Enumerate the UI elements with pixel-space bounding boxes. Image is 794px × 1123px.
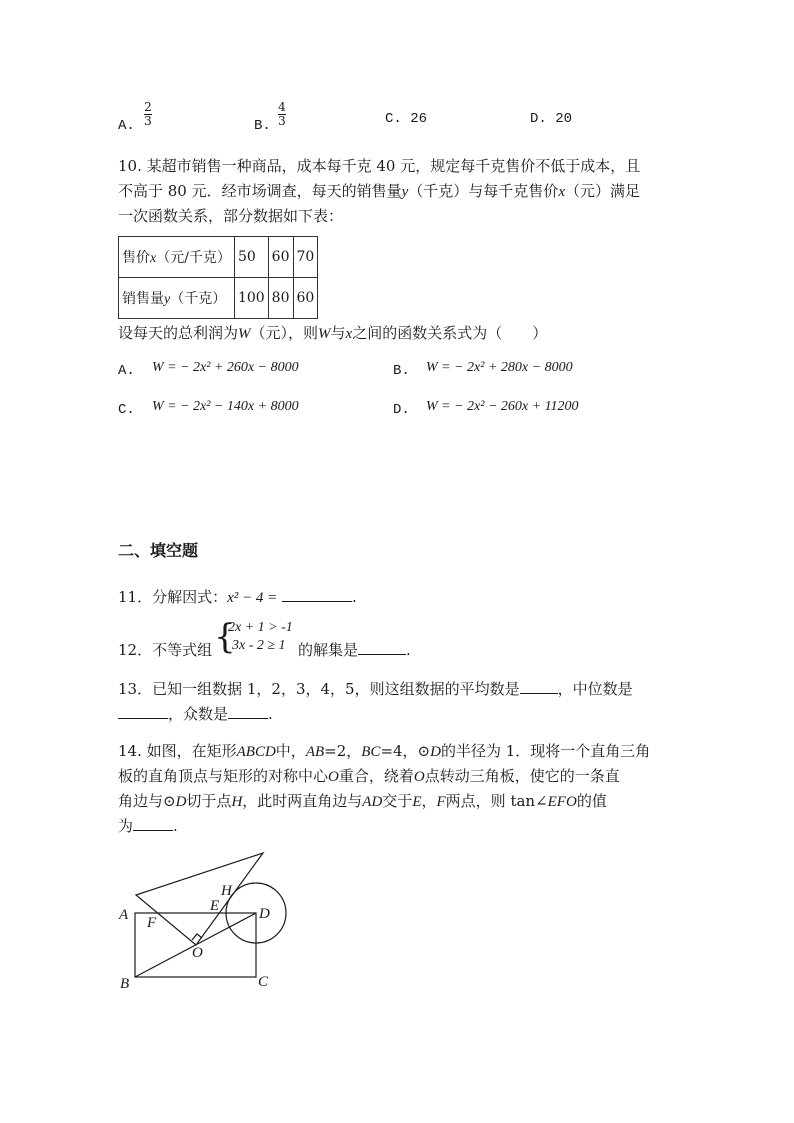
q9-option-d: D. 20	[530, 111, 573, 127]
q10-line-1: 10. 某超市销售一种商品，成本每千克 40 元，规定每千克售价不低于成本，且	[118, 157, 641, 175]
triangle-ruler	[136, 853, 263, 945]
q14-line-2: 板的直角顶点与矩形的对称中心O重合，绕着O点转动三角板，使它的一条直	[118, 767, 620, 785]
label-c: C	[258, 974, 269, 990]
section-heading: 二、填空题	[118, 541, 199, 560]
q10-option-a-label: A.	[118, 363, 135, 379]
q10-data-table	[118, 236, 318, 319]
table-row-label: 售价x（元/千克）	[119, 237, 235, 278]
q13-line-2: ，众数是 .	[118, 703, 273, 724]
q10-option-c-label: C.	[118, 402, 135, 418]
label-f: F	[147, 915, 157, 931]
table-cell: 70	[293, 237, 318, 278]
q10-option-a: W = − 2x² + 260x − 8000	[152, 360, 299, 375]
label-o: O	[192, 945, 203, 961]
q10-option-b: W = − 2x² + 280x − 8000	[426, 360, 573, 375]
q9-option-b: B.	[254, 118, 271, 134]
q12-brace: {	[214, 617, 236, 657]
label-e: E	[210, 898, 220, 914]
label-d: D	[259, 906, 270, 922]
q14-line-1: 14. 如图，在矩形ABCD中，AB=2，BC=4，⊙D的半径为 1．现将一个直角三角	[118, 742, 651, 760]
answer-blank	[358, 640, 406, 655]
q11: 11．分解因式：x² − 4 = .	[118, 588, 357, 606]
q10-line-3: 一次函数关系，部分数据如下表：	[118, 207, 344, 225]
q9-option-b-fraction: $\frac{4}{3}$	[278, 100, 286, 128]
q10-question: 设每天的总利润为W（元），则W与x之间的函数关系式为（ ）	[118, 324, 548, 342]
label-h: H	[221, 883, 232, 899]
label-a: A	[119, 907, 129, 923]
answer-blank	[118, 704, 168, 719]
q10-option-b-label: B.	[393, 363, 410, 379]
table-row	[119, 237, 318, 278]
table-cell: 80	[268, 278, 293, 319]
table-cell: 60	[293, 278, 318, 319]
table-cell: 100	[234, 278, 268, 319]
answer-blank	[228, 704, 268, 719]
q14-line-4: 为 .	[118, 817, 178, 835]
q10-option-c: W = − 2x² − 140x + 8000	[152, 399, 299, 414]
table-cell: 60	[268, 237, 293, 278]
answer-blank	[282, 587, 352, 602]
answer-blank	[520, 679, 558, 694]
q10-option-d: W = − 2x² − 260x + 11200	[426, 399, 579, 414]
table-cell: 50	[234, 237, 268, 278]
q10-option-d-label: D.	[393, 402, 410, 418]
q12-tail: 的解集是 .	[298, 641, 411, 659]
table-row	[119, 278, 318, 319]
geometry-figure	[110, 845, 300, 995]
label-b: B	[120, 976, 130, 992]
q13-line-1: 13．已知一组数据 1，2，3，4，5，则这组数据的平均数是 ，中位数是	[118, 680, 633, 698]
q9-option-a: A.	[118, 118, 135, 134]
q9-option-c: C. 26	[385, 111, 428, 127]
q9-option-a-fraction: $\frac{2}{3}$	[144, 100, 152, 128]
q10-line-2: 不高于 80 元．经市场调查，每天的销售量y（千克）与每千克售价x（元）满足	[118, 182, 640, 200]
q12-inequality-1: 2x + 1 > -1	[228, 620, 293, 635]
answer-blank	[133, 816, 173, 831]
q12-inequality-2: 3x - 2 ≥ 1	[232, 638, 286, 653]
table-row-label: 销售量y（千克）	[119, 278, 235, 319]
q14-line-3: 角边与⊙D切于点H，此时两直角边与AD交于E，F两点，则 tan∠EFO的值	[118, 792, 607, 810]
q12-label: 12．不等式组	[118, 641, 213, 659]
